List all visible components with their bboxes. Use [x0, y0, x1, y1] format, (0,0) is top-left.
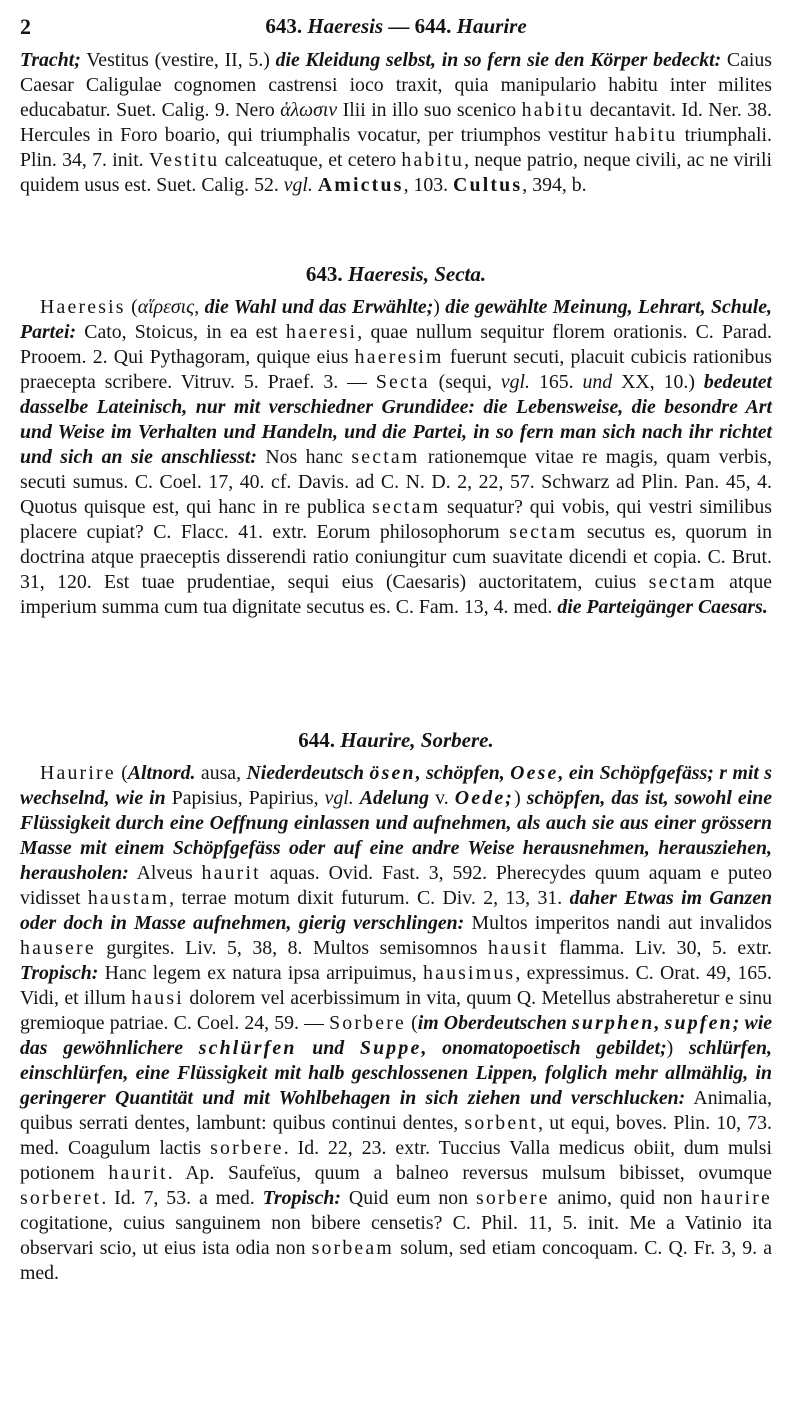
page-number: 2: [20, 14, 31, 39]
entry-643: [20, 262, 772, 620]
running-head-dash: —: [383, 14, 415, 38]
entry-642-continuation: [20, 48, 772, 198]
page-header: [20, 14, 772, 44]
entry-paragraph: Haurire (Altnord. ausa, Niederdeutsch ösen, schöpfen, Oese, ein Schöpfgefäss; r mit s wechselnd, wie in Papisius, Papirius, vgl. Adelung v. Oede;) schöpfen, das ist, sowohl eine Flüssigkeit durch eine Oeffnung einlassen und aufnehmen, als auch sie aus einer grössern Masse mit einem Schöpfgefäss oder auf eine andre Weise herausnehmen, herausziehen, herausholen: Alveus haurit aquas. Ovid. Fast. 3, 592. Pherecydes quum aquam e puteo vidisset haustam, terrae motum dixit futurum. C. Div. 2, 13, 31. daher Etwas im Ganzen oder doch in Masse aufnehmen, gierig verschlingen: Multos imperitos nandi aut invalidos hausere gurgites. Liv. 5, 38, 8. Multos semisomnos hausit flamma. Liv. 30, 5. extr. Tropisch: Hanc legem ex natura ipsa arripuimus, hausimus, expressimus. C. Orat. 49, 165. Vidi, et illum hausi dolorem vel acerbissimum in vita, quum Q. Metellus abstraheretur e sinu gremioque patriae. C. Coel. 24, 59. — Sorbere (im Oberdeutschen surphen, supfen; wie das gewöhnlichere schlürfen und Suppe, onomatopoetisch gebildet;) schlürfen, einschlürfen, eine Flüssigkeit mit halb geschlossenen Lippen, folglich mehr allmählig, in geringerer Quantität und mit Wohlbehagen in sich ziehen und verschlucken: Animalia, quibus serrati dentes, lambunt: quibus continui dentes, sorbent, ut equi, boves. Plin. 10, 73. med. Coagulum lactis sorbere. Id. 22, 23. extr. Tuccius Valla medicus obiit, dum mulsi potionem haurit. Ap. Saufeïus, quum a balneo reversus mulsum bibisset, ovumque sorberet. Id. 7, 53. a med. Tropisch: Quid eum non sorbere animo, quid non haurire cogitatione, cuius sanguinem non bibere censetis? C. Phil. 11, 5. init. Me a Vatinio ita observari scio, ut eius ista odia non sorbeam solum, sed etiam concoquam. C. Q. Fr. 3, 9. a med.: [20, 762, 773, 1284]
entry-number: 643.: [305, 262, 348, 286]
entry-paragraph: Haeresis (αἵρεσις, die Wahl und das Erwählte;) die gewählte Meinung, Lehrart, Schule, Partei: Cato, Stoicus, in ea est haeresi, quae nullum sequitur florem orationis. C. Parad. Prooem. 2. Qui Pythagoram, quique eius haeresim fuerunt secuti, placuit cubicis rationibus praecepta scribere. Vitruv. 5. Praef. 3. — Secta (sequi, vgl. 165. und XX, 10.) bedeutet dasselbe Lateinisch, nur mit verschiedner Grundidee: die Lebensweise, die besondre Art und Weise im Verhalten und Handeln, und die Partei, in so fern man sich nach ihr richtet und sich an sie anschliesst: Nos hanc sectam rationemque vitae re magis, quam verbis, secuti sumus. C. Coel. 17, 40. cf. Davis. ad C. N. D. 2, 22, 57. Schwarz ad Plin. Pan. 45, 4. Quotus quisque est, qui hanc in re publica sectam sequatur? qui vobis, qui vestri similibus placere cupiat? C. Flacc. 41. extr. Eorum philosophorum sectam secutus es, quorum in doctrina atque praeceptis disserendi ratio coniungitur cum suavitate dicendi et copia. C. Brut. 31, 120. Est tuae prudentiae, sequi eius (Caesaris) auctoritatem, cuius sectam atque imperium summa cum tua dignitate secutus es. C. Fam. 13, 4. med. die Parteigänger Caesars.: [20, 296, 773, 618]
entry-title: [20, 728, 772, 753]
running-head-number-a: 643.: [265, 14, 308, 38]
running-head-word-b: Haurire: [456, 14, 527, 38]
entry-644: [20, 728, 772, 1286]
entry-number: 644.: [298, 728, 341, 752]
entry-title: [20, 262, 772, 287]
entry-headword: Haeresis, Secta.: [347, 262, 487, 286]
entry-headword: Haurire, Sorbere.: [340, 728, 494, 752]
running-head: [20, 14, 772, 39]
entry-paragraph: Tracht; Vestitus (vestire, II, 5.) die Kleidung selbst, in so fern sie den Körper bedeckt: Caius Caesar Caligulae cognomen castrensi ioco traxit, quia manipulario habitu inter milites educabatur. Suet. Calig. 9. Nero ἁλωσιν Ilii in illo suo scenico habitu decantavit. Id. Ner. 38. Hercules in Foro boario, qui triumphalis vocatur, per triumphos vestitur habitu triumphali. Plin. 34, 7. init. Vestitu calceatuque, et cetero habitu, neque patrio, neque civili, ac ne virili quidem usus est. Suet. Calig. 52. vgl. Amictus, 103. Cultus, 394, b.: [20, 49, 773, 196]
running-head-word-a: Haeresis: [307, 14, 384, 38]
running-head-number-b: 644.: [414, 14, 457, 38]
